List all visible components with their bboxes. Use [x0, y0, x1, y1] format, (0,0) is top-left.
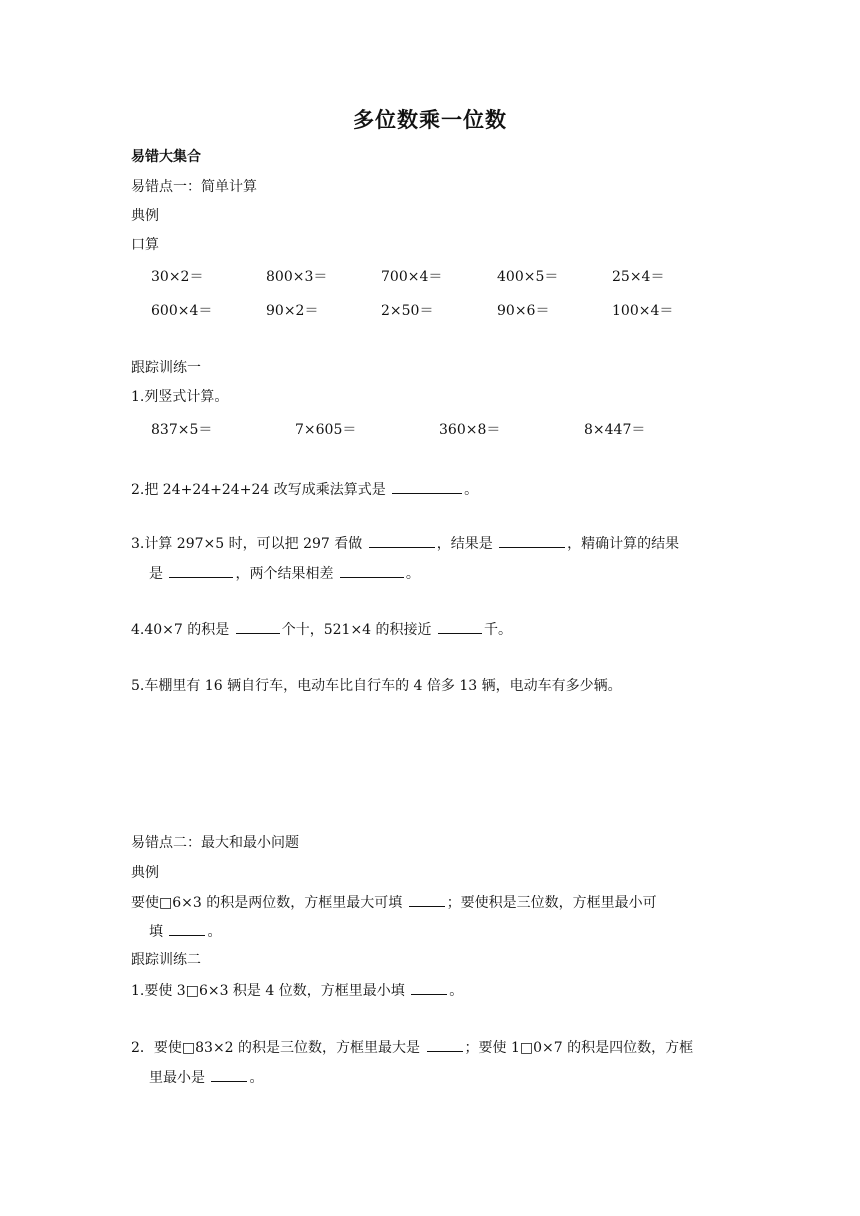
oral-item: 90×2＝ — [266, 303, 319, 319]
answer-blank[interactable] — [499, 533, 565, 548]
answer-blank[interactable] — [392, 479, 462, 494]
answer-blank[interactable] — [169, 921, 205, 936]
oral-item: 600×4＝ — [151, 303, 213, 319]
question-2: 2.把 24+24+24+24 改写成乘法算式是 。 — [131, 479, 478, 500]
oral-item: 700×4＝ — [381, 269, 443, 285]
point2-example-line1: 要使□6×3 的积是两位数，方框里最大可填 ；要使积是三位数，方框里最小可 — [131, 892, 657, 913]
answer-blank[interactable] — [340, 563, 404, 578]
oral-item: 25×4＝ — [612, 269, 665, 285]
training1-label: 跟踪训练一 — [131, 360, 201, 376]
oral-item: 800×3＝ — [266, 269, 328, 285]
question-5: 5.车棚里有 16 辆自行车，电动车比自行车的 4 倍多 13 辆，电动车有多少辆。 — [131, 678, 622, 694]
vertical-calc-item: 7×605＝ — [295, 422, 357, 438]
answer-blank[interactable] — [211, 1067, 247, 1082]
answer-blank[interactable] — [369, 533, 435, 548]
oral-item: 30×2＝ — [151, 269, 204, 285]
page-title: 多位数乘一位数 — [353, 107, 507, 132]
point2-question-1: 1.要使 3□6×3 积是 4 位数，方框里最小填 。 — [131, 980, 463, 1001]
question-4: 4.40×7 的积是 个十，521×4 的积接近 千。 — [131, 619, 512, 640]
oral-item: 100×4＝ — [612, 303, 674, 319]
point1-example-label: 典例 — [131, 208, 159, 224]
answer-blank[interactable] — [169, 563, 233, 578]
q1-label: 1.列竖式计算。 — [131, 389, 229, 405]
point1-heading: 易错点一：简单计算 — [131, 179, 257, 195]
question-3-line1: 3.计算 297×5 时，可以把 297 看做 ，结果是 ，精确计算的结果 — [131, 533, 679, 554]
answer-blank[interactable] — [427, 1037, 463, 1052]
oral-item: 400×5＝ — [497, 269, 559, 285]
vertical-calc-item: 360×8＝ — [439, 422, 501, 438]
section-header: 易错大集合 — [131, 149, 201, 165]
oral-item: 90×6＝ — [497, 303, 550, 319]
answer-blank[interactable] — [409, 892, 445, 907]
point2-question-2-line1: 2．要使□83×2 的积是三位数，方框里最大是 ；要使 1□0×7 的积是四位数，方框 — [131, 1037, 693, 1058]
answer-blank[interactable] — [438, 619, 482, 634]
point2-example-label: 典例 — [131, 865, 159, 881]
answer-blank[interactable] — [411, 980, 447, 995]
point2-heading: 易错点二：最大和最小问题 — [131, 835, 299, 851]
question-3-line2: 是 ，两个结果相差 。 — [149, 563, 420, 584]
vertical-calc-item: 837×5＝ — [151, 422, 213, 438]
vertical-calc-item: 8×447＝ — [584, 422, 646, 438]
training2-label: 跟踪训练二 — [131, 952, 201, 968]
oral-item: 2×50＝ — [381, 303, 434, 319]
point2-example-line2: 填 。 — [149, 921, 221, 942]
answer-blank[interactable] — [236, 619, 280, 634]
oral-label: 口算 — [131, 237, 159, 253]
point2-question-2-line2: 里最小是 。 — [149, 1067, 263, 1088]
